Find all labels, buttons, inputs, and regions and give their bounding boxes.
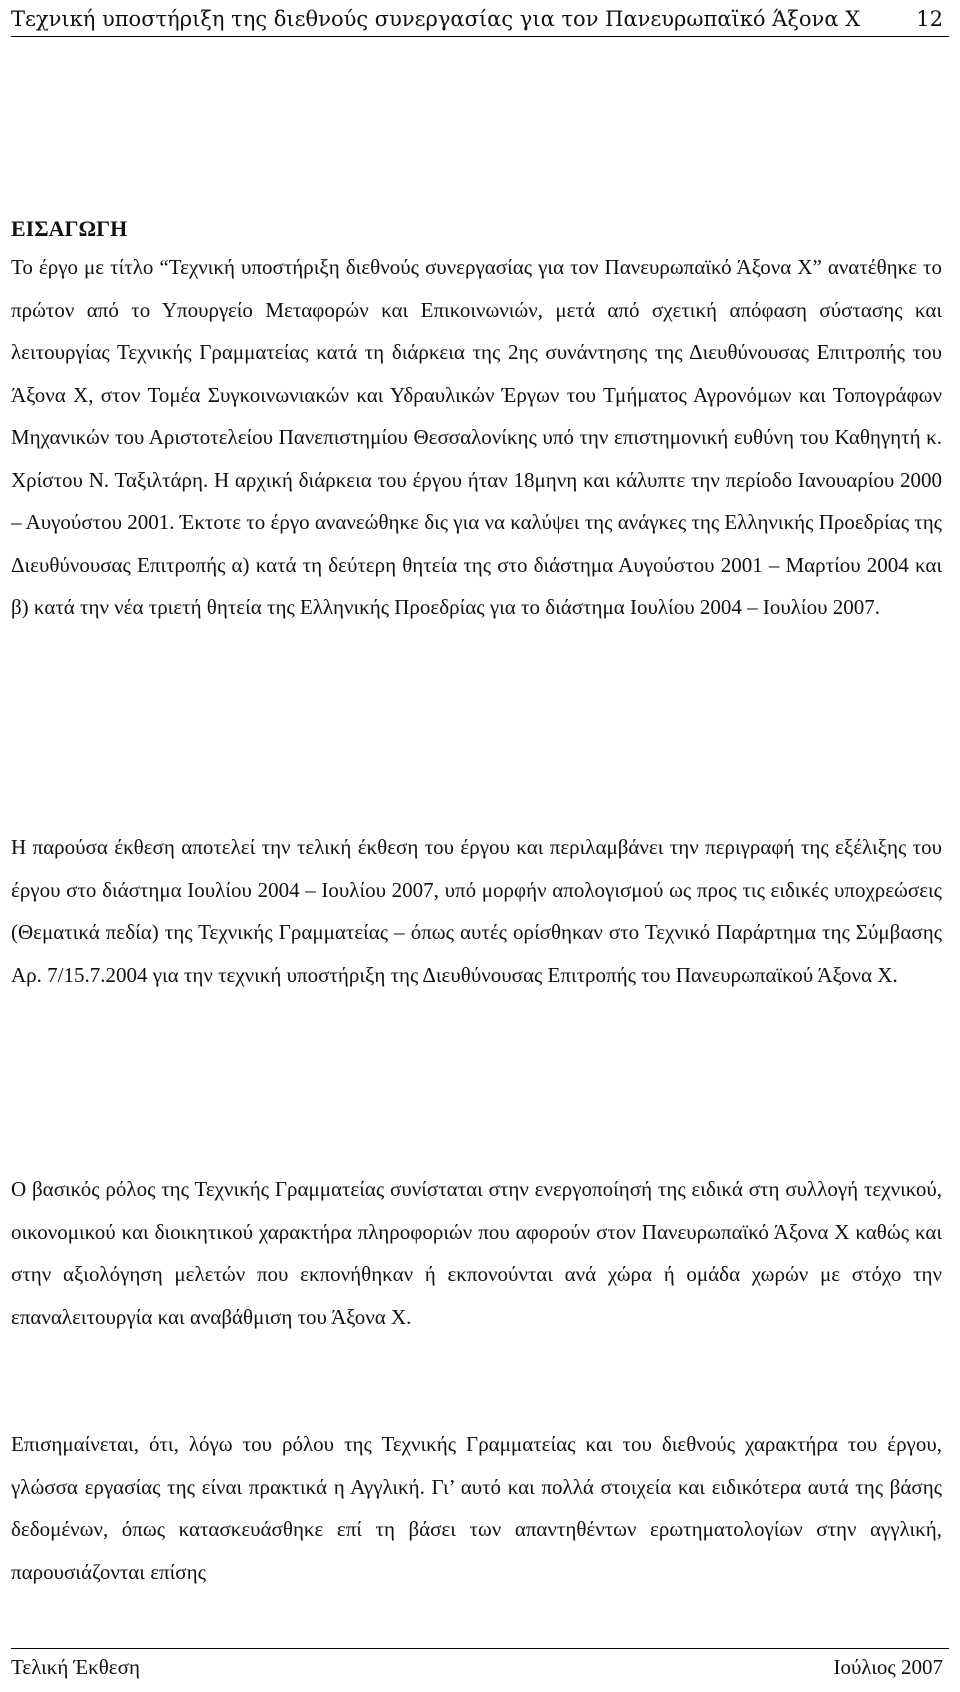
- page-header: [11, 2, 949, 37]
- section-heading: ΕΙΣΑΓΩΓΗ: [11, 216, 128, 241]
- footer-date: Ιούλιος 2007: [833, 1655, 943, 1679]
- page-number: 12: [916, 7, 943, 31]
- page-footer: [11, 1648, 949, 1685]
- paragraph-report-scope: Η παρούσα έκθεση αποτελεί την τελική έκθεση του έργου και περιλαμβάνει την περιγραφή της εξέλιξης του έργου στο διάστημα Ιουλίου 2004 – Ιουλίου 2007, υπό μορφήν απολογισμού ως προς τις ειδικές υποχρεώσεις (Θεματικά πεδία) της Τεχνικής Γραμματείας – όπως αυτές ορίσθηκαν στο Τεχνικό Παράρτημα της Σύμβασης Αρ. 7/15.7.2004 για την τεχνική υποστήριξη της Διευθύνουσας Επιτροπής του Πανευρωπαϊκού Άξονα Χ.: [11, 835, 942, 987]
- paragraph-working-language: Επισημαίνεται, ότι, λόγω του ρόλου της Τεχνικής Γραμματείας και του διεθνούς χαρακτήρα του έργου, γλώσσα εργασίας της είναι πρακτικά η Αγγλική. Γι’ αυτό και πολλά στοιχεία και ειδικότερα αυτά της βάσης δεδομένων, όπως κατασκευάσθηκε επί τη βάσει των απαντηθέντων ερωτηματολογίων στην αγγλική, παρουσιάζονται επίσης: [11, 1432, 942, 1584]
- footer-report-type: Τελική Έκθεση: [11, 1655, 140, 1679]
- header-title: Τεχνική υποστήριξη της διεθνούς συνεργασίας για τον Πανευρωπαϊκό Άξονα Χ: [11, 7, 861, 31]
- paragraph-introduction: Το έργο με τίτλο “Τεχνική υποστήριξη διεθνούς συνεργασίας για τον Πανευρωπαϊκό Άξονα Χ” ανατέθηκε το πρώτον από το Υπουργείο Μεταφορών και Επικοινωνιών, μετά από σχετική απόφαση σύστασης και λειτουργίας Τεχνικής Γραμματείας κατά τη διάρκεια της 2ης συνάντησης της Διευθύνουσας Επιτροπής του Άξονα Χ, στον Τομέα Συγκοινωνιακών και Υδραυλικών Έργων του Τμήματος Αγρονόμων και Τοπογράφων Μηχανικών του Αριστοτελείου Πανεπιστημίου Θεσσαλονίκης υπό την επιστημονική ευθύνη του Καθηγητή κ. Χρίστου Ν. Ταξιλτάρη. Η αρχική διάρκεια του έργου ήταν 18μηνη και κάλυπτε την περίοδο Ιανουαρίου 2000 – Αυγούστου 2001. Έκτοτε το έργο ανανεώθηκε δις για να καλύψει της ανάγκες της Ελληνικής Προεδρίας της Διευθύνουσας Επιτροπής α) κατά τη δεύτερη θητεία της στο διάστημα Αυγούστου 2001 – Μαρτίου 2004 και β) κατά την νέα τριετή θητεία της Ελληνικής Προεδρίας για το διάστημα Ιουλίου 2004 – Ιουλίου 2007.: [11, 255, 942, 619]
- paragraph-secretariat-role: Ο βασικός ρόλος της Τεχνικής Γραμματείας συνίσταται στην ενεργοποίησή της ειδικά στη συλλογή τεχνικού, οικονομικού και διοικητικού χαρακτήρα πληροφοριών που αφορούν στον Πανευρωπαϊκό Άξονα Χ καθώς και στην αξιολόγηση μελετών που εκπονήθηκαν ή εκπονούνται ανά χώρα ή ομάδα χωρών με στόχο την επαναλειτουργία και αναβάθμιση του Άξονα Χ.: [11, 1177, 942, 1329]
